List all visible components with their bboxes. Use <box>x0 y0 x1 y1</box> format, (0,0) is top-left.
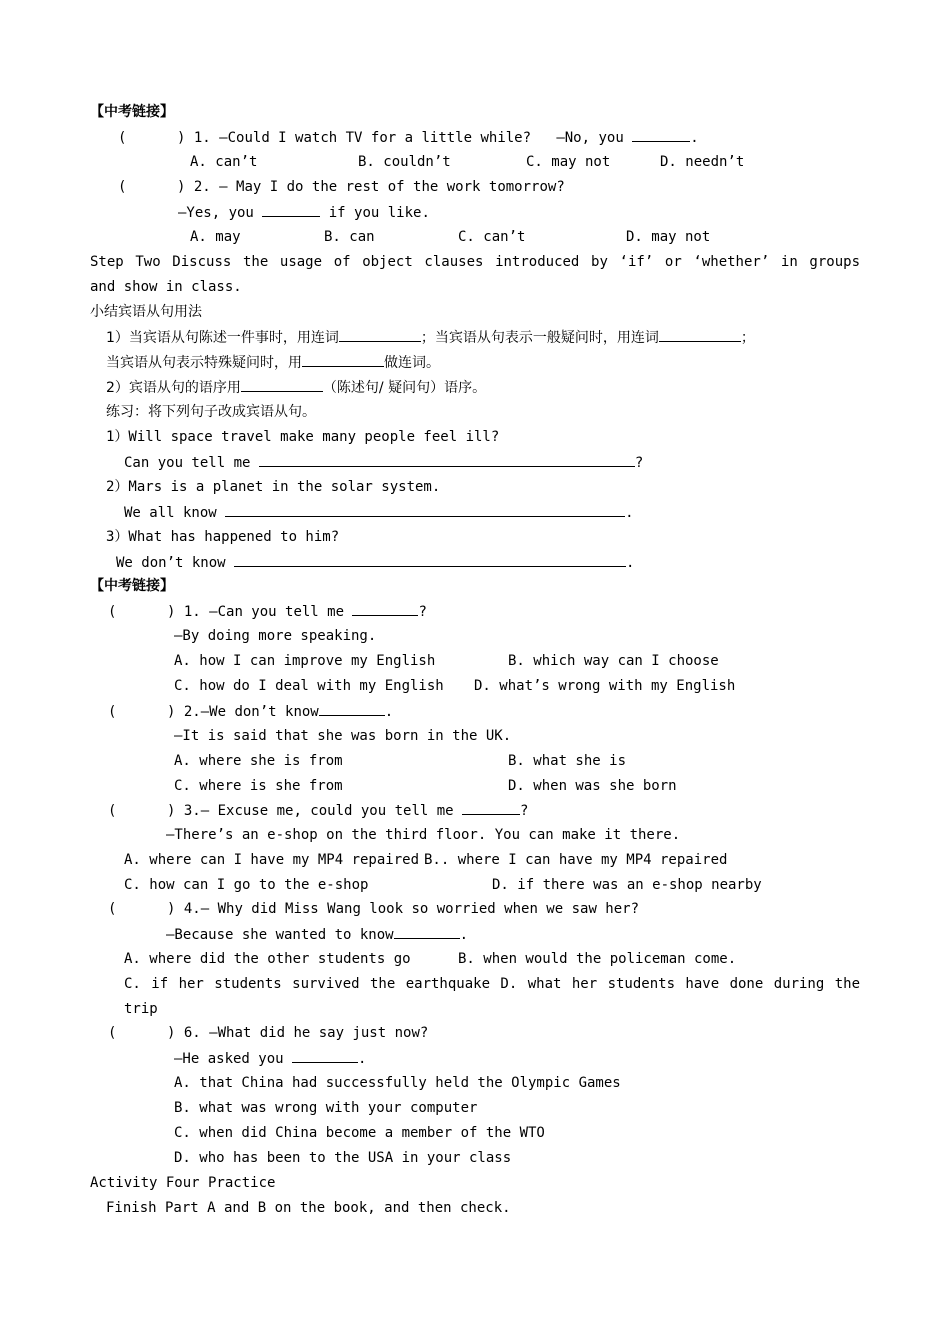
answer-blank[interactable] <box>302 352 384 367</box>
answer-blank[interactable] <box>292 1048 358 1063</box>
question-2-3: ( ) 3.— Excuse me, could you tell me ? <box>108 800 528 820</box>
answer-blank[interactable] <box>262 202 320 217</box>
practice-instruction: 练习：将下列句子改成宾语从句。 <box>106 404 316 420</box>
step-two-line-2: and show in class. <box>90 279 242 295</box>
option-c: C. where is she from <box>174 778 343 794</box>
option-a: A. how I can improve my English <box>174 653 436 669</box>
option-d: D. who has been to the USA in your class <box>174 1150 512 1166</box>
option-d: D. what’s wrong with my English <box>474 678 736 694</box>
answer-blank[interactable] <box>259 452 635 467</box>
answer-blank[interactable] <box>319 701 385 716</box>
answer-blank[interactable] <box>225 502 625 517</box>
question-2-1-reply: —By doing more speaking. <box>174 628 377 644</box>
answer-blank[interactable] <box>241 377 323 392</box>
option-d-cont: trip <box>124 1001 158 1017</box>
option-c: C. when did China become a member of the WTO <box>174 1125 545 1141</box>
option-a: A. that China had successfully held the Olympic Games <box>174 1075 621 1091</box>
section-heading: 【中考链接】 <box>90 578 174 594</box>
question-2-6: ( ) 6. —What did he say just now? <box>108 1025 429 1041</box>
question-2-4-reply: —Because she wanted to know . <box>166 924 468 944</box>
question-2-4: ( ) 4.— Why did Miss Wang look so worried when we saw her? <box>108 901 640 917</box>
question-2-1: ( ) 1. —Can you tell me ? <box>108 601 427 621</box>
question-1: ( ) 1. —Could I watch TV for a little while? —No, you . <box>118 127 699 147</box>
option-b: B. what was wrong with your computer <box>174 1100 478 1116</box>
answer-paren[interactable]: ( ) <box>118 130 186 146</box>
answer-paren[interactable]: ( ) <box>108 704 176 720</box>
answer-blank[interactable] <box>632 127 690 142</box>
option-b: B. when would the policeman come. <box>458 951 737 967</box>
question-2-reply: —Yes, you if you like. <box>178 202 430 222</box>
question-2: ( ) 2. — May I do the rest of the work tomorrow? <box>118 179 565 195</box>
option-b: B. can <box>324 229 375 245</box>
exercise-2-answer: We all know . <box>124 502 634 522</box>
option-c: C. how can I go to the e-shop <box>124 877 369 893</box>
summary-title: 小结宾语从句用法 <box>90 304 202 320</box>
section-heading: 【中考链接】 <box>90 104 174 120</box>
summary-rule-2: 2）宾语从句的语序用 （陈述句/ 疑问句）语序。 <box>106 377 486 397</box>
answer-paren[interactable]: ( ) <box>108 1025 176 1041</box>
option-d: D. when was she born <box>508 778 677 794</box>
answer-blank[interactable] <box>234 552 626 567</box>
answer-blank[interactable] <box>352 601 418 616</box>
summary-rule-1-cont: 当宾语从句表示特殊疑问时，用 做连词。 <box>106 352 440 372</box>
exercise-2: 2）Mars is a planet in the solar system. <box>106 479 441 495</box>
answer-paren[interactable]: ( ) <box>108 901 176 917</box>
exercise-3-answer: We don’t know . <box>116 552 634 572</box>
question-2-2-reply: —It is said that she was born in the UK. <box>174 728 512 744</box>
question-2-3-reply: —There’s an e-shop on the third floor. You can make it there. <box>166 827 681 843</box>
step-two-line-1: Step Two Discuss the usage of object clauses introduced by ‘if’ or ‘whether’ in groups <box>90 254 860 270</box>
answer-paren[interactable]: ( ) <box>108 604 176 620</box>
option-c: C. can’t <box>458 229 526 245</box>
exercise-1-answer: Can you tell me ? <box>124 452 643 472</box>
answer-paren[interactable]: ( ) <box>118 179 186 195</box>
answer-paren[interactable]: ( ) <box>108 803 176 819</box>
answer-blank[interactable] <box>339 327 421 342</box>
option-a: A. where did the other students go <box>124 951 411 967</box>
option-a: A. can’t <box>190 154 258 170</box>
option-d: D. may not <box>626 229 711 245</box>
option-c-d: C. if her students survived the earthquake D. what her students have done during the <box>124 976 860 992</box>
answer-blank[interactable] <box>462 800 520 815</box>
option-b: B.. where I can have my MP4 repaired <box>424 852 728 868</box>
option-d: D. if there was an e-shop nearby <box>492 877 762 893</box>
option-b: B. what she is <box>508 753 627 769</box>
activity-body: Finish Part A and B on the book, and then check. <box>106 1200 511 1216</box>
option-b: B. couldn’t <box>358 154 451 170</box>
summary-rule-1: 1）当宾语从句陈述一件事时，用连词 ；当宾语从句表示一般疑问时，用连词 ； <box>106 327 755 347</box>
exercise-3: 3）What has happened to him? <box>106 529 340 545</box>
exercise-1: 1）Will space travel make many people feel ill? <box>106 429 500 445</box>
option-a: A. may <box>190 229 241 245</box>
activity-title: Activity Four Practice <box>90 1175 276 1191</box>
option-c: C. how do I deal with my English <box>174 678 444 694</box>
option-d: D. needn’t <box>660 154 745 170</box>
question-2-2: ( ) 2.—We don’t know . <box>108 701 393 721</box>
question-2-6-reply: —He asked you . <box>174 1048 366 1068</box>
option-c: C. may not <box>526 154 611 170</box>
option-b: B. which way can I choose <box>508 653 719 669</box>
option-a: A. where can I have my MP4 repaired <box>124 852 420 868</box>
answer-blank[interactable] <box>394 924 460 939</box>
option-a: A. where she is from <box>174 753 343 769</box>
answer-blank[interactable] <box>659 327 741 342</box>
